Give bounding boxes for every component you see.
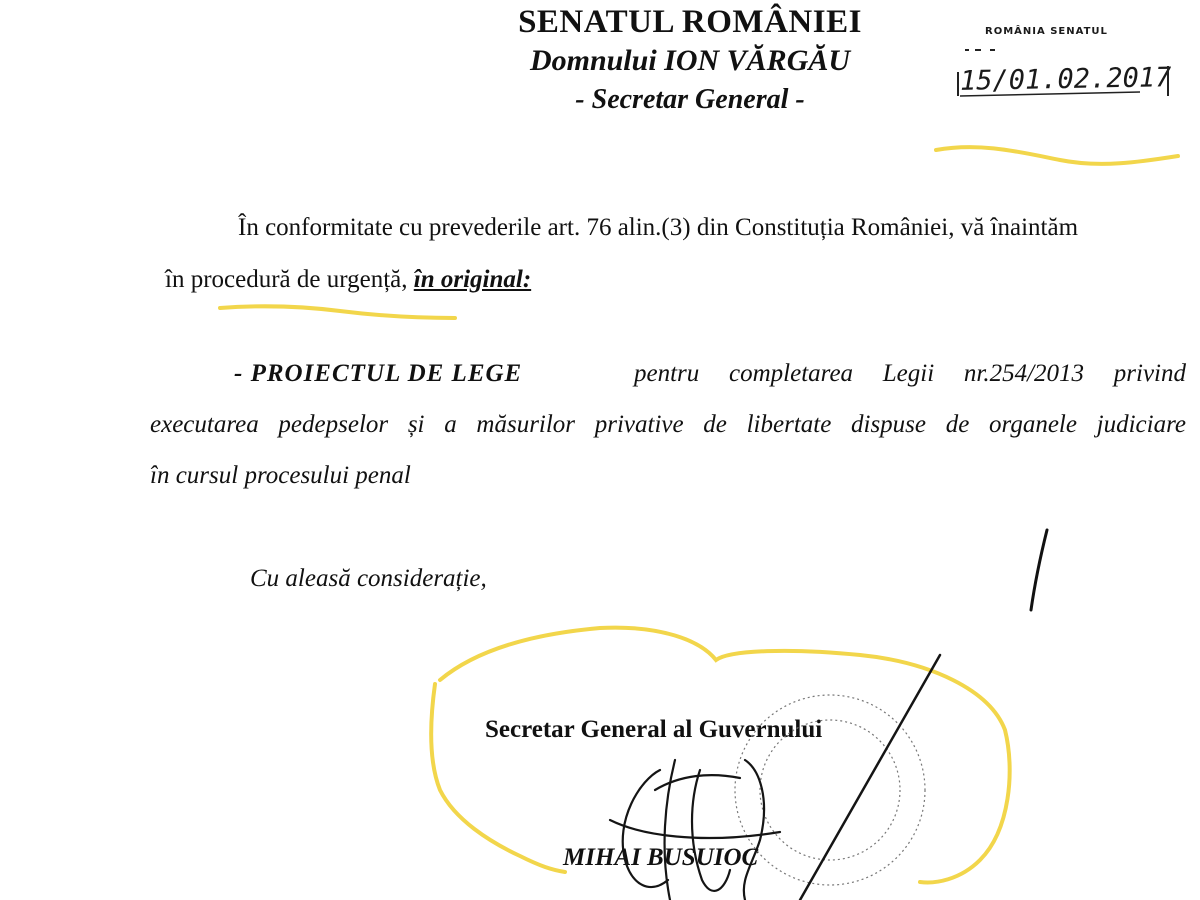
recipient-institution: SENATUL ROMÂNIEI bbox=[518, 4, 862, 40]
closing-formula: Cu aleasă considerație, bbox=[250, 565, 487, 592]
intro-paragraph-line-2 bbox=[165, 266, 531, 294]
margin-pen-mark bbox=[1031, 530, 1047, 610]
original-emphasis: în original: bbox=[413, 266, 532, 293]
bill-subject-start: pentru completarea Legii nr.254/2013 privind bbox=[634, 360, 1186, 387]
urgency-text: în procedură de urgență, bbox=[165, 266, 414, 293]
bill-line-3: în cursul procesului penal bbox=[150, 462, 411, 489]
signatory-name: MIHAI BUSUIOC bbox=[563, 844, 759, 871]
signatory-title: Secretar General al Guvernului bbox=[485, 716, 823, 743]
recipient-role: - Secretar General - bbox=[575, 84, 805, 115]
intro-paragraph-line-1: În conformitate cu prevederile art. 76 alin.(3) din Constituția României, vă înaintăm bbox=[238, 214, 1079, 241]
registration-stamp-header: ROMÂNIA SENATUL bbox=[985, 26, 1108, 37]
registration-stamp-date: 15/01.02.2017 bbox=[959, 62, 1172, 97]
bill-line-2: executarea pedepselor și a măsurilor privative de libertate dispuse de organele judiciare bbox=[150, 411, 1186, 438]
recipient-name: Domnului ION VĂRGĂU bbox=[529, 44, 851, 77]
bill-line-1 bbox=[234, 360, 1184, 388]
bill-title: - PROIECTUL DE LEGE bbox=[234, 360, 523, 387]
highlight-marks bbox=[220, 147, 1178, 882]
